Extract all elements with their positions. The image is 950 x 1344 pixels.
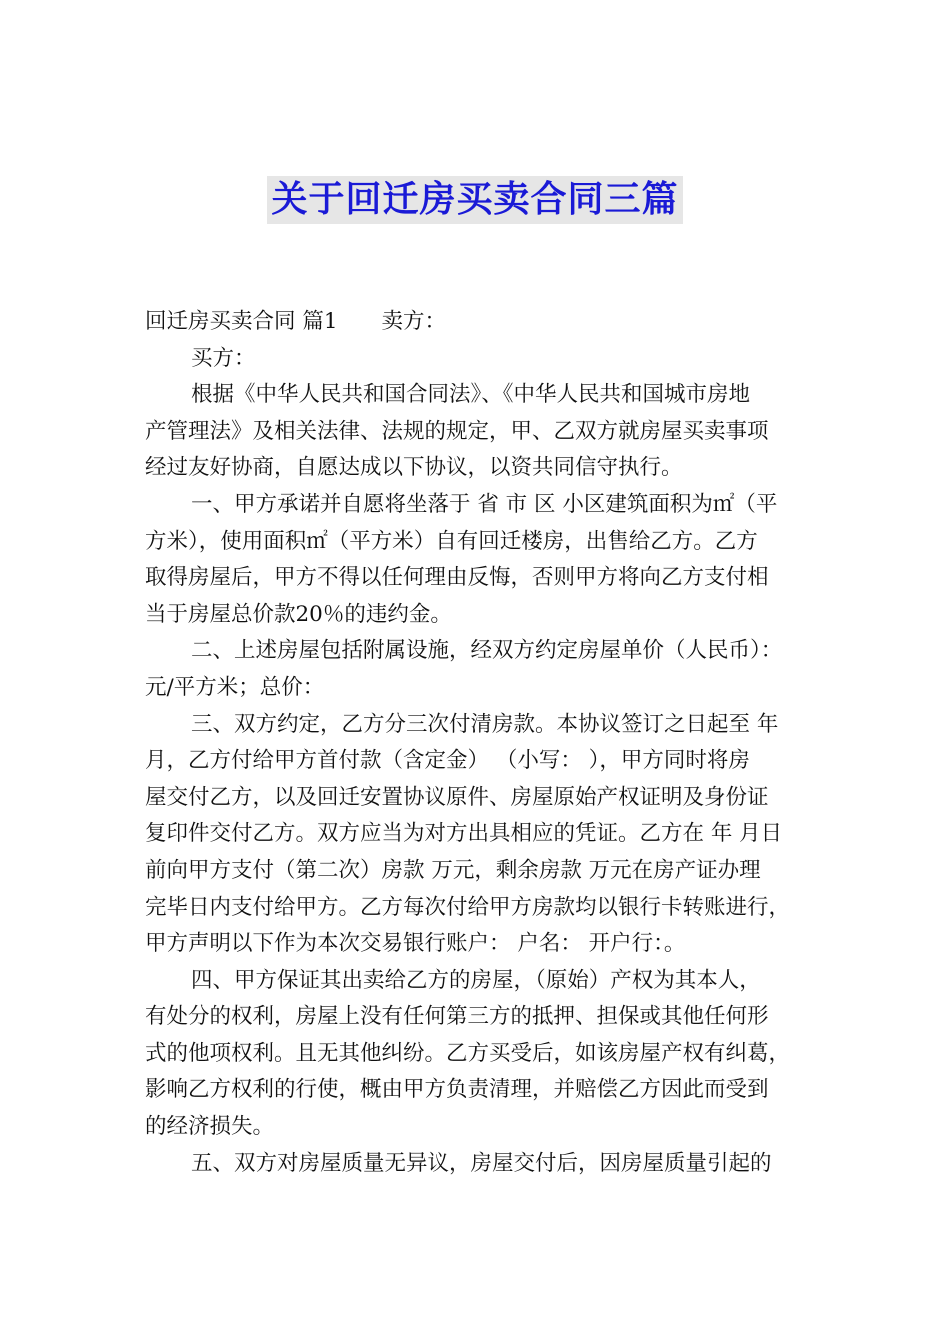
- paragraph-line: 有处分的权利，房屋上没有任何第三方的抵押、担保或其他任何形: [145, 1004, 769, 1030]
- paragraph-line: 买方：: [191, 345, 256, 371]
- paragraph-line: 复印件交付乙方。双方应当为对方出具相应的凭证。乙方在 年 月日: [145, 821, 783, 847]
- paragraph-line: 三、双方约定，乙方分三次付清房款。本协议签订之日起至 年: [191, 711, 779, 737]
- paragraph-line: 方米），使用面积㎡（平方米）自有回迁楼房，出售给乙方。乙方: [145, 528, 758, 554]
- document-title: 关于回迁房买卖合同三篇: [267, 176, 682, 224]
- paragraph-line: 当于房屋总价款20％的违约金。: [145, 601, 452, 627]
- paragraph-line: 四、甲方保证其出卖给乙方的房屋，（原始）产权为其本人，: [191, 967, 761, 993]
- paragraph-line: 甲方声明以下作为本次交易银行账户： 户名： 开户行：。: [145, 931, 686, 957]
- paragraph-line: 五、双方对房屋质量无异议，房屋交付后，因房屋质量引起的: [191, 1150, 772, 1176]
- section-heading: 回迁房买卖合同 篇1: [145, 309, 338, 334]
- paragraph-line: [145, 304, 820, 341]
- paragraph-line: 经过友好协商，自愿达成以下协议，以资共同信守执行。: [145, 455, 683, 481]
- paragraph-line: 月，乙方付给甲方首付款（含定金） （小写： ），甲方同时将房: [145, 748, 750, 774]
- title-block: [0, 176, 950, 224]
- paragraph-line: 元/平方米；总价：: [145, 674, 325, 700]
- paragraph-line: 的经济损失。: [145, 1114, 275, 1140]
- paragraph-line: 二、上述房屋包括附属设施，经双方约定房屋单价（人民币）：: [191, 638, 783, 664]
- paragraph-line: 式的他项权利。且无其他纠纷。乙方买受后，如该房屋产权有纠葛，: [145, 1040, 791, 1066]
- paragraph-line: 影响乙方权利的行使，概由甲方负责清理，并赔偿乙方因此而受到: [145, 1077, 769, 1103]
- paragraph-line: 一、甲方承诺并自愿将坐落于 省 市 区 小区建筑面积为㎡（平: [191, 491, 778, 517]
- seller-label: 卖方：: [381, 309, 447, 334]
- paragraph-line: 取得房屋后，甲方不得以任何理由反悔，否则甲方将向乙方支付相: [145, 565, 769, 591]
- paragraph-line: 产管理法》及相关法律、法规的规定，甲、乙双方就房屋买卖事项: [145, 418, 769, 444]
- paragraph-line: 根据《中华人民共和国合同法》、《中华人民共和国城市房地: [191, 382, 751, 408]
- document-body: [145, 304, 820, 1182]
- paragraph-line: 完毕日内支付给甲方。乙方每次付给甲方房款均以银行卡转账进行，: [145, 894, 791, 920]
- paragraph-line: 前向甲方支付（第二次）房款 万元，剩余房款 万元在房产证办理: [145, 857, 761, 883]
- paragraph-line: 屋交付乙方，以及回迁安置协议原件、房屋原始产权证明及身份证: [145, 784, 769, 810]
